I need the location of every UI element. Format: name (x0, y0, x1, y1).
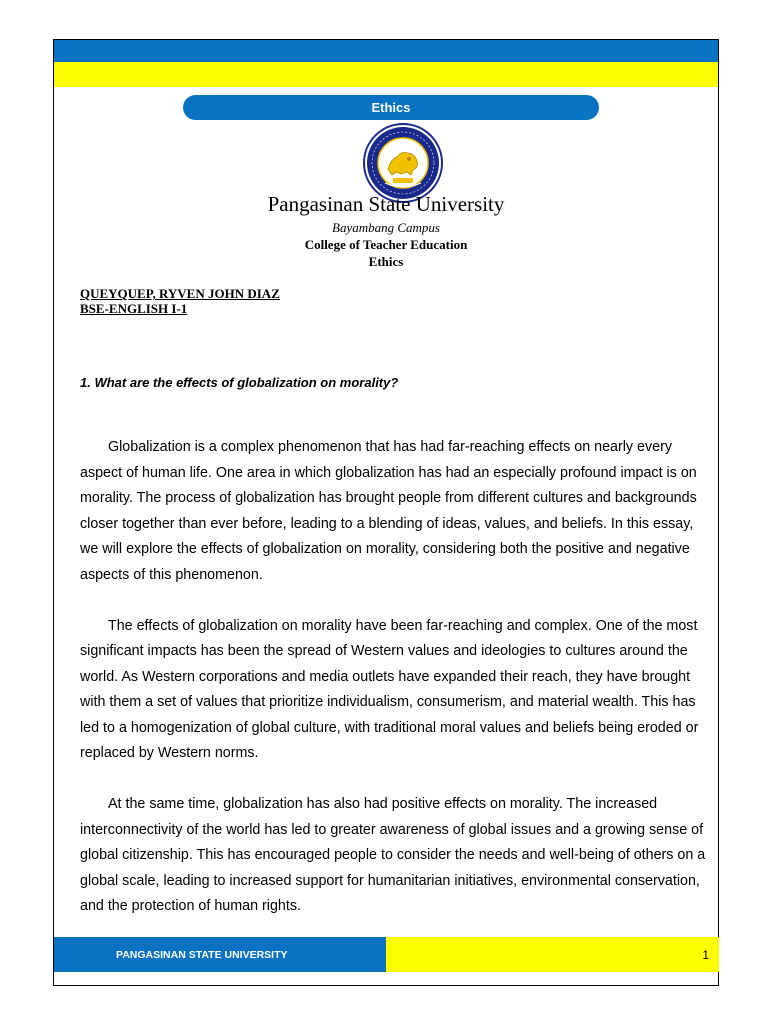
university-name: Pangasinan State University (267, 192, 505, 216)
header-yellow-band (54, 62, 718, 87)
essay-paragraph: Globalization is a complex phenomenon that has had far-reaching effects on nearly every aspect of human life. One area in which globalization has had an especially profound impact is on morality. The process of globalization has brought people from different cultures and backgrounds closer together than ever before, leading to a blending of ideas, values, and beliefs. In this essay, we will explore the effects of globalization on morality, considering both the positive and negative aspects of this phenomenon. (80, 439, 697, 583)
document-page (53, 39, 719, 986)
essay-paragraph: At the same time, globalization has also had positive effects on morality. The increased interconnectivity of the world has led to greater awareness of global issues and a growing sense of global citizenship. This has encouraged people to consider the needs and well-being of others on a global scale, leading to increased support for humanitarian initiatives, environmental conservation, and the protection of human rights. (80, 796, 706, 914)
page-number: 1 (702, 947, 709, 962)
essay-paragraph: The effects of globalization on morality have been far-reaching and complex. One of the most significant impacts has been the spread of Western values and ideologies to cultures around the world. As Western corporations and media outlets have expanded their reach, they have brought with them a set of values that prioritize individualism, consumerism, and material wealth. This has led to a homogenization of global culture, with traditional moral values and beliefs being eroded or replaced by Western norms. (80, 617, 699, 761)
campus-name: Bayambang Campus (332, 220, 440, 235)
footer-university-label: PANGASINAN STATE UNIVERSITY (116, 948, 288, 961)
header-blue-band (54, 40, 718, 62)
footer-university-band (54, 937, 386, 972)
question-heading: 1. What are the effects of globalization on morality? (80, 375, 399, 390)
subject-pill (183, 95, 599, 120)
student-name: QUEYQUEP, RYVEN JOHN DIAZ (80, 286, 280, 301)
university-seal-icon (363, 123, 443, 203)
student-section: BSE-ENGLISH I-1 (80, 301, 188, 316)
essay-body (80, 435, 710, 945)
subject-name: Ethics (368, 254, 404, 269)
student-info (80, 286, 280, 316)
subject-pill-label: Ethics (371, 100, 411, 115)
college-name: College of Teacher Education (304, 237, 468, 252)
footer-page-band (386, 937, 719, 972)
